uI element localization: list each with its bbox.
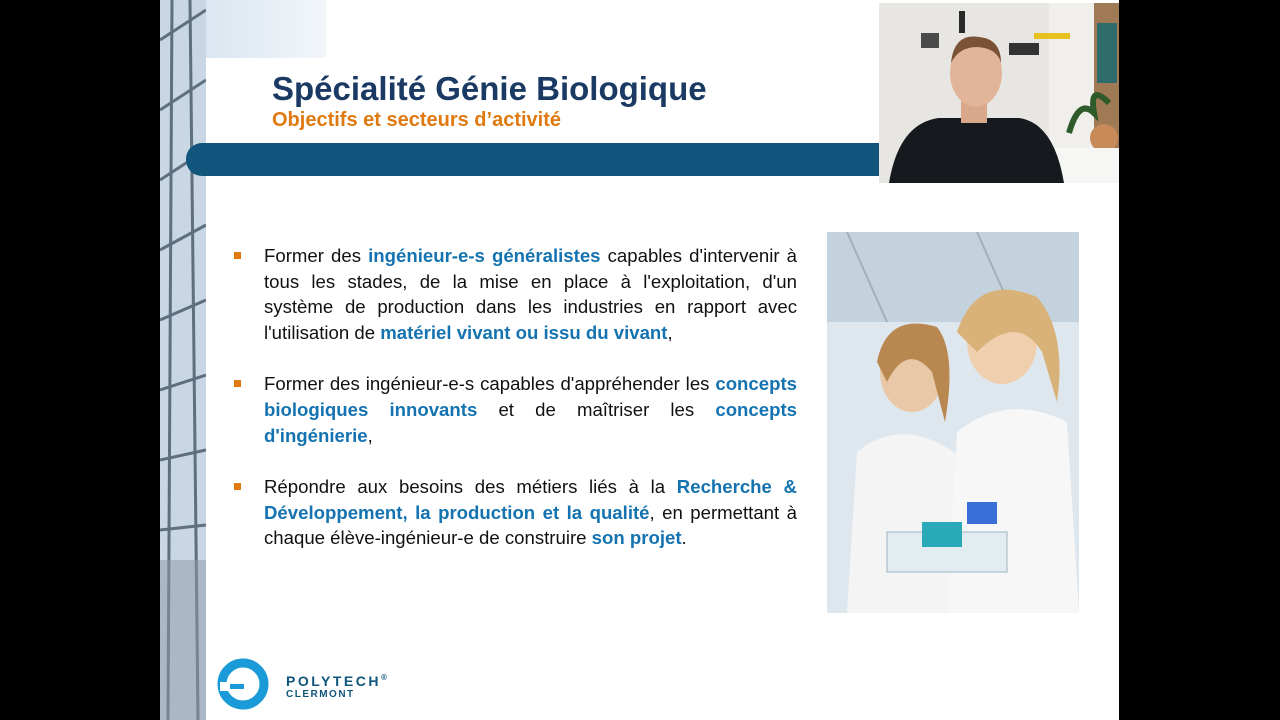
highlighted-text: concepts d'ingénierie — [264, 398, 797, 446]
bullet-marker — [234, 252, 241, 259]
header-decoration — [206, 0, 326, 58]
highlighted-text: la production et la qualité — [415, 501, 650, 523]
highlighted-text: matériel vivant ou issu du vivant — [380, 321, 668, 343]
bullet-text: , en permettant à chaque élève-ingénieur-e de construire — [264, 501, 797, 549]
building-photo-strip — [160, 0, 206, 720]
bullet-marker — [234, 483, 241, 490]
bullet-list — [234, 243, 797, 577]
webcam-video — [879, 3, 1119, 183]
bullet-marker — [234, 380, 241, 387]
highlighted-text: , — [402, 501, 416, 523]
slide-subtitle: Objectifs et secteurs d’activité — [272, 109, 562, 131]
bullet-text: . — [681, 527, 687, 549]
bullet-item — [234, 474, 797, 551]
bullet-text: Répondre aux besoins des métiers liés à la — [264, 476, 677, 498]
slide-title: Spécialité Génie Biologique — [272, 70, 707, 107]
bullet-item — [234, 371, 797, 448]
bullet-text: Former des ingénieur-e-s capables d'appréhender les — [264, 373, 716, 395]
bullet-text: , — [667, 321, 673, 343]
highlighted-text: concepts biologiques innovants — [264, 373, 797, 420]
lab-students-photo — [827, 232, 1079, 613]
bullet-text: Former des — [264, 245, 369, 266]
highlighted-text: ingénieur-e-s généralistes — [368, 245, 601, 266]
logo-name: POLYTECH® — [286, 673, 387, 689]
highlighted-text: Recherche & Développement — [264, 476, 797, 523]
highlighted-text: son projet — [591, 527, 682, 549]
bullet-item — [234, 243, 797, 345]
logo-subtitle: CLERMONT — [286, 689, 355, 700]
bullet-text: , — [367, 424, 373, 446]
bullet-text: capables d'intervenir à tous les stades, de la mise en place à l'exploitation, d'un système de production dans les industries en rapport avec l'utilisation de — [264, 245, 797, 343]
bullet-text: et de maîtriser les — [477, 398, 716, 420]
